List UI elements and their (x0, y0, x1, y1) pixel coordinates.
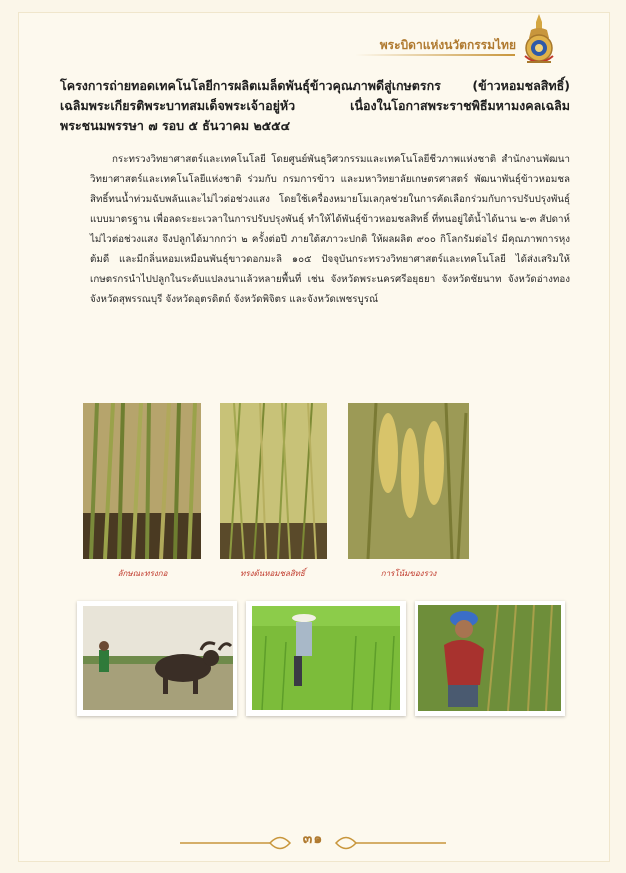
header-title: พระบิดาแห่งนวัตกรรมไทย (379, 38, 516, 52)
photo-rice-clump (83, 403, 201, 559)
headline: โครงการถ่ายทอดเทคโนโลยีการผลิตเมล็ดพันธุ์ข้าวคุณภาพดีสู่เกษตรกร (ข้าวหอมชลสิทธิ์) เฉลิมพระเกียรติพระบาทสมเด็จพระเจ้าอยู่หัว เนื่องในโอกาสพระราชพิธีมหามงคลเฉลิมพระชนมพรรษา ๗ รอบ ๕ ธันวาคม ๒๕๕๔ (60, 78, 570, 133)
body-paragraph: กระทรวงวิทยาศาสตร์และเทคโนโลยี โดยศูนย์พันธุวิศวกรรมและเทคโนโลยีชีวภาพแห่งชาติ สำนักงานพัฒนาวิทยาศาสตร์และเทคโนโลยีแห่งชาติ ร่วมกับ กรมการข้าว และมหาวิทยาลัยเกษตรศาสตร์ พัฒนาพันธุ์ข้าวหอมชลสิทธิ์ทนน้ำท่วมฉับพลันและไม่ไวต่อช่วงแสง โดยใช้เครื่องหมายโมเลกุลช่วยในการคัดเลือกร่วมกับการปรับปรุงพันธุ์แบบมาตรฐาน เพื่อลดระยะเวลาในการปรับปรุงพันธุ์ ทำให้ได้พันธุ์ข้าวหอมชลสิทธิ์ ที่ทนอยู่ใต้น้ำได้นาน ๒-๓ สัปดาห์ ไม่ไวต่อช่วงแสง จึงปลูกได้มากกว่า ๒ ครั้งต่อปี ภายใต้สภาวะปกติ ให้ผลผลิต ๙๐๐ กิโลกรัมต่อไร่ มีคุณภาพการหุงต้มดี และมีกลิ่นหอมเหมือนพันธุ์ขาวดอกมะลิ ๑๐๕ ปัจจุบันกระทรวงวิทยาศาสตร์และเทคโนโลยี ได้ส่งเสริมให้เกษตรกรนำไปปลูกในระดับแปลงนาแล้วหลายพื้นที่ เช่น จังหวัดพระนครศรีอยุธยา จังหวัดชัยนาท จังหวัดอ่างทอง จังหวัดสุพรรณบุรี จังหวัดอุตรดิตถ์ จังหวัดพิจิตร และจังหวัดเพชรบูรณ์ (90, 154, 570, 305)
photo-farmer-harvest (418, 605, 561, 711)
caption-rice-panicle: การโน้มของรวง (380, 569, 437, 578)
royal-emblem-icon (519, 12, 559, 70)
photo-rice-plant (220, 403, 327, 559)
caption-rice-plant: ทรงต้นหอมชลสิทธิ์ (240, 569, 305, 578)
photo-buffalo-plowing (83, 606, 233, 710)
page-number: ๓๑ (302, 831, 324, 847)
caption-rice-clump: ลักษณะทรงกอ (117, 569, 168, 578)
photo-field-inspection (252, 606, 400, 710)
photo-rice-panicle (348, 403, 469, 559)
